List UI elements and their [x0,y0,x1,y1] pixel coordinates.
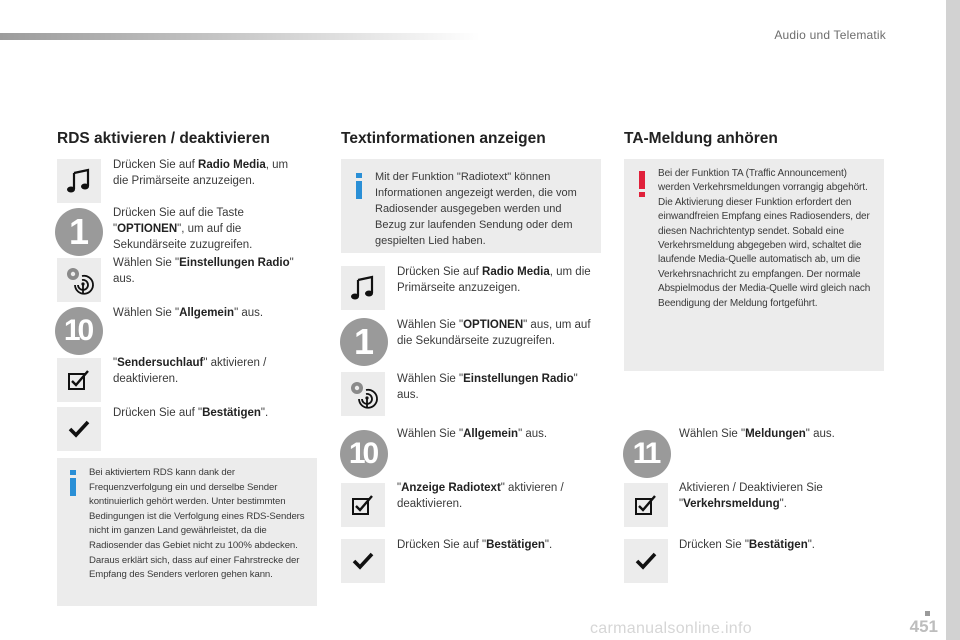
checkbox-icon [633,493,659,517]
confirm-button[interactable] [341,539,385,583]
verkehrsmeldung-toggle[interactable] [624,483,668,527]
confirm-button[interactable] [57,407,101,451]
text-step-6: Drücken Sie auf "Bestätigen". [397,539,553,551]
header-rule [0,33,480,40]
chapter-title: Audio und Telematik [774,28,886,42]
ta-step-3: Drücken Sie "Bestätigen". [679,539,815,551]
checkbox-icon [66,368,92,392]
step-badge-1: 1 [55,208,103,256]
step-badge-11: 11 [623,430,671,478]
radio-media-button[interactable] [57,159,101,203]
page-edge-strip [946,0,960,640]
rds-info-box [57,458,317,606]
rds-step-4: Wählen Sie "Allgemein" aus. [113,307,264,319]
info-icon [67,470,79,496]
text-step-5: "Anzeige Radiotext" aktivieren / deaktivieren. [397,482,564,510]
ta-step-1: Wählen Sie "Meldungen" aus. [679,428,835,440]
text-info-text: Mit der Funktion "Radiotext" können Informationen angezeigt werden, die vom Radiosender ausgegeben werden und Bezug zur laufenden Sendung oder dem gespielten Lied haben. [375,171,577,247]
radio-settings-button[interactable] [341,372,385,416]
rds-info-text: Bei aktiviertem RDS kann dank der Frequenzverfolgung ein und derselbe Sender kontinuierlich gehört werden. Unter bestimmten Bedingungen ist die Verfolgung eines RDS-Senders nicht im ganzen Land gewährleistet, da die Radiosender das Gebiet nicht zu 100% abdecken. Daraus erklärt sich, dass auf einer Fahrstrecke der Empfang des Senders verloren gehen kann. [89,467,305,581]
rds-step-6: Drücken Sie auf "Bestätigen". [113,407,269,419]
step-badge-10: 10 [340,430,388,478]
page-marker [925,611,930,616]
text-info-box [341,159,601,253]
confirm-button[interactable] [624,539,668,583]
rds-step-2: Drücken Sie auf die Taste "OPTIONEN", um auf die Sekundärseite zuzugreifen. [113,207,253,251]
info-icon [353,173,365,199]
text-step-3: Wählen Sie "Einstellungen Radio" aus. [397,373,578,401]
rds-section-title: RDS aktivieren / deaktivieren [57,130,270,147]
page-number: 451 [909,617,938,636]
rds-step-5: "Sendersuchlauf" aktivieren / deaktivieren. [113,357,267,385]
settings-signal-icon [63,264,95,296]
ta-step-2: Aktivieren / Deaktivieren Sie "Verkehrsmeldung". [679,482,823,510]
ta-warning-box [624,159,884,371]
warning-icon [636,171,648,197]
anzeige-radiotext-toggle[interactable] [341,483,385,527]
checkbox-icon [350,493,376,517]
radio-media-button[interactable] [341,266,385,310]
text-step-1: Drücken Sie auf Radio Media, um die Primärseite anzuzeigen. [397,266,591,294]
checkmark-icon [351,551,375,571]
step-badge-1: 1 [340,318,388,366]
text-step-2: Wählen Sie "OPTIONEN" aus, um auf die Sekundärseite zuzugreifen. [397,319,591,347]
checkmark-icon [67,419,91,439]
text-section-title: Textinformationen anzeigen [341,130,546,147]
sendersuchlauf-toggle[interactable] [57,358,101,402]
text-step-4: Wählen Sie "Allgemein" aus. [397,428,548,440]
checkmark-icon [634,551,658,571]
ta-warning-text: Bei der Funktion TA (Traffic Announcement) werden Verkehrsmeldungen vorrangig abgehört. Die Aktivierung dieser Funktion erfordert den einwandfreien Empfang eines Radiosenders, der diesen Nachrichtentyp sendet. Sobald eine Verkehrsmeldung abgegeben wird, schaltet die laufende Media-Quelle automatisch ab, um die Verkehrsnachricht zu empfangen. Der normale Abspielmodus der Media-Quelle wird gleich nach Beendigung der Meldung fortgeführt. [658,168,871,309]
watermark: carmanualsonline.info [590,620,752,637]
rds-step-3: Wählen Sie "Einstellungen Radio" aus. [113,257,294,285]
step-badge-10: 10 [55,307,103,355]
music-note-icon [350,274,376,302]
music-note-icon [66,167,92,195]
radio-settings-button[interactable] [57,258,101,302]
rds-step-1: Drücken Sie auf Radio Media, um die Primärseite anzuzeigen. [113,159,289,187]
ta-section-title: TA-Meldung anhören [624,130,778,147]
settings-signal-icon [347,378,379,410]
